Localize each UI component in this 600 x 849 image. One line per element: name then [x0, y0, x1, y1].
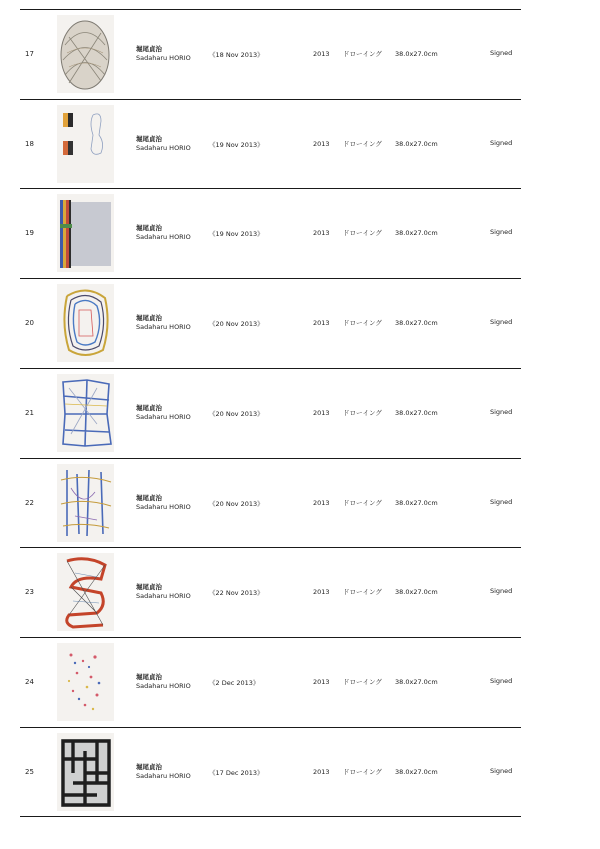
artwork-image: [57, 733, 114, 811]
signature-note: Signed: [490, 407, 513, 416]
catalogue-row: [20, 547, 521, 636]
artwork-thumbnail: [57, 733, 114, 811]
work-date: 《22 Nov 2013》: [209, 589, 264, 598]
artwork-thumbnail: [57, 15, 114, 93]
work-dimensions: 38.0x27.0cm: [395, 319, 438, 328]
entry-number: 18: [25, 139, 34, 148]
artwork-image: [57, 15, 114, 93]
artwork-image: [57, 284, 114, 362]
work-dimensions: 38.0x27.0cm: [395, 50, 438, 58]
artist-name-english: Sadaharu HORIO: [136, 323, 191, 332]
artist-name-japanese: 堀尾貞治: [136, 493, 162, 502]
signature-note: Signed: [490, 138, 513, 147]
work-year: 2013: [313, 677, 330, 686]
entry-number: 23: [25, 588, 34, 597]
artist-name: [136, 45, 191, 63]
entry-number: 19: [25, 229, 34, 238]
signature-note: Signed: [490, 318, 513, 327]
artist-name-japanese: 堀尾貞治: [136, 583, 162, 592]
work-date: 《20 Nov 2013》: [209, 409, 264, 418]
entry-number: 25: [25, 767, 34, 776]
work-medium: ドローイング: [343, 677, 382, 686]
artist-name-japanese: 堀尾貞治: [136, 403, 162, 412]
row-divider: [20, 816, 521, 817]
artist-name-japanese: 堀尾貞治: [136, 224, 162, 233]
artist-name-japanese: 堀尾貞治: [136, 314, 162, 323]
artist-name-english: Sadaharu HORIO: [136, 143, 191, 152]
artwork-image: [57, 464, 114, 542]
work-year: 2013: [313, 408, 330, 417]
artist-name-japanese: 堀尾貞治: [136, 134, 162, 143]
artist-name-japanese: 堀尾貞治: [136, 762, 162, 771]
catalogue-row: [20, 368, 521, 457]
artwork-thumbnail: [57, 194, 114, 272]
work-dimensions: 38.0x27.0cm: [395, 767, 438, 776]
work-year: 2013: [313, 588, 330, 597]
artist-name-english: Sadaharu HORIO: [136, 681, 191, 690]
signature-note: Signed: [490, 766, 513, 775]
entry-number: 20: [25, 319, 34, 328]
work-medium: ドローイング: [343, 498, 382, 507]
catalogue-row: [20, 188, 521, 277]
artist-name: [136, 583, 191, 601]
work-year: 2013: [313, 767, 330, 776]
artwork-thumbnail: [57, 643, 114, 721]
work-date: 《20 Nov 2013》: [209, 499, 264, 508]
artist-name: [136, 673, 191, 691]
signature-note: Signed: [490, 676, 513, 685]
work-year: 2013: [313, 139, 330, 148]
artist-name-english: Sadaharu HORIO: [136, 771, 191, 780]
artist-name-english: Sadaharu HORIO: [136, 54, 191, 62]
signature-note: Signed: [490, 228, 513, 237]
work-date: 《17 Dec 2013》: [209, 768, 264, 777]
artwork-image: [57, 553, 114, 631]
work-medium: ドローイング: [343, 588, 382, 597]
work-dimensions: 38.0x27.0cm: [395, 677, 438, 686]
work-medium: ドローイング: [343, 139, 382, 148]
work-dimensions: 38.0x27.0cm: [395, 139, 438, 148]
artist-name-english: Sadaharu HORIO: [136, 233, 191, 242]
catalogue-row: [20, 637, 521, 726]
work-dimensions: 38.0x27.0cm: [395, 229, 438, 238]
work-date: 《19 Nov 2013》: [209, 230, 264, 239]
signature-note: Signed: [490, 587, 513, 596]
signature-note: Signed: [490, 497, 513, 506]
artist-name-japanese: 堀尾貞治: [136, 672, 162, 681]
work-medium: ドローイング: [343, 50, 382, 58]
entry-number: 22: [25, 498, 34, 507]
entry-number: 24: [25, 677, 34, 686]
artwork-thumbnail: [57, 374, 114, 452]
catalogue-row: [20, 9, 521, 98]
catalogue-row: [20, 458, 521, 547]
work-medium: ドローイング: [343, 319, 382, 328]
work-medium: ドローイング: [343, 767, 382, 776]
artwork-image: [57, 643, 114, 721]
artwork-thumbnail: [57, 105, 114, 183]
artist-name-english: Sadaharu HORIO: [136, 592, 191, 601]
work-medium: ドローイング: [343, 229, 382, 238]
work-year: 2013: [313, 319, 330, 328]
work-medium: ドローイング: [343, 408, 382, 417]
artist-name-english: Sadaharu HORIO: [136, 412, 191, 421]
work-dimensions: 38.0x27.0cm: [395, 408, 438, 417]
artist-name: [136, 494, 191, 512]
catalogue-row: [20, 278, 521, 367]
work-date: 《2 Dec 2013》: [209, 678, 260, 687]
entry-number: 21: [25, 408, 34, 417]
work-date: 《20 Nov 2013》: [209, 320, 264, 329]
work-date: 《19 Nov 2013》: [209, 140, 264, 149]
artist-name: [136, 135, 191, 153]
work-year: 2013: [313, 50, 330, 58]
artist-name-english: Sadaharu HORIO: [136, 502, 191, 511]
work-dimensions: 38.0x27.0cm: [395, 588, 438, 597]
artist-name: [136, 404, 191, 422]
work-year: 2013: [313, 498, 330, 507]
artist-name: [136, 763, 191, 781]
work-date: 《18 Nov 2013》: [209, 51, 264, 59]
artwork-thumbnail: [57, 553, 114, 631]
work-dimensions: 38.0x27.0cm: [395, 498, 438, 507]
catalogue-row: [20, 727, 521, 816]
artist-name-japanese: 堀尾貞治: [136, 45, 162, 53]
artwork-image: [57, 194, 114, 272]
artwork-thumbnail: [57, 284, 114, 362]
artwork-thumbnail: [57, 464, 114, 542]
signature-note: Signed: [490, 49, 513, 57]
work-year: 2013: [313, 229, 330, 238]
artist-name: [136, 314, 191, 332]
catalogue-row: [20, 99, 521, 188]
entry-number: 17: [25, 50, 34, 58]
artwork-image: [57, 374, 114, 452]
artist-name: [136, 224, 191, 242]
artwork-image: [57, 105, 114, 183]
